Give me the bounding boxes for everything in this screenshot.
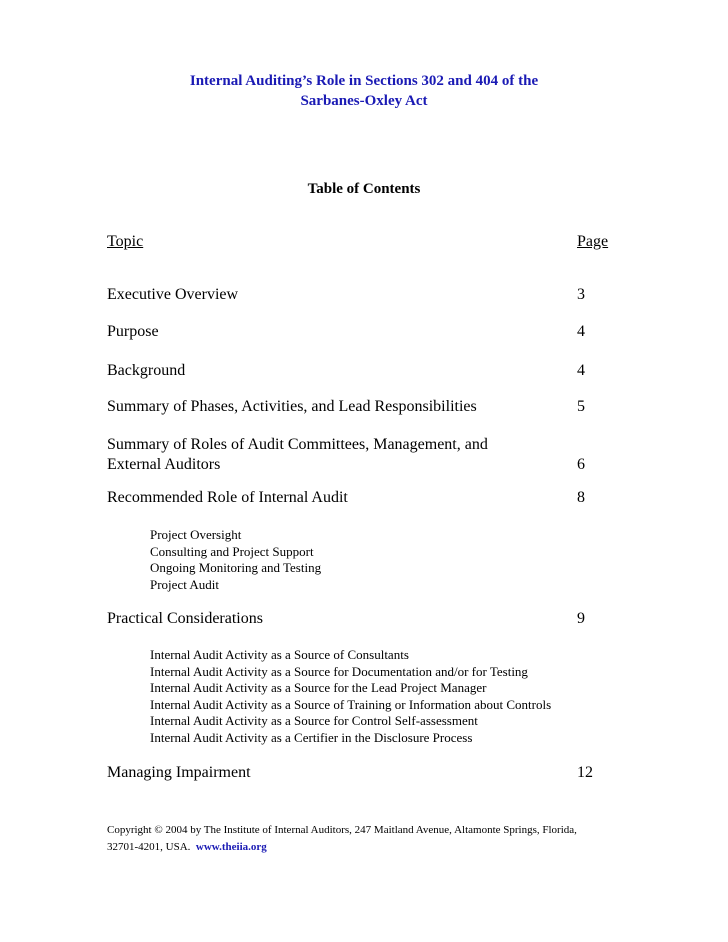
toc-entry-page: 6 (577, 456, 585, 473)
toc-subitem: Internal Audit Activity as a Certifier in the Disclosure Process (150, 729, 473, 745)
copyright-footer (107, 822, 627, 856)
toc-subitem: Internal Audit Activity as a Source for the Lead Project Manager (150, 680, 487, 695)
toc-entry-title-line-1: Summary of Roles of Audit Committees, Management, and (107, 436, 488, 453)
toc-entry-title: Purpose (107, 323, 159, 340)
footer-line-1: Copyright © 2004 by The Institute of Internal Auditors, 247 Maitland Avenue, Altamonte Springs, Florida, (107, 824, 577, 836)
toc-subitem: Project Oversight (150, 527, 242, 542)
toc-entry-title: Executive Overview (107, 286, 239, 303)
document-title (108, 71, 620, 111)
toc-entry-page: 12 (577, 764, 593, 781)
toc-subitem: Internal Audit Activity as a Source of Consultants (150, 647, 409, 662)
toc-entry-page: 4 (577, 323, 585, 340)
toc-entry-page: 4 (577, 362, 585, 379)
toc-subitem: Internal Audit Activity as a Source for Documentation and/or for Testing (150, 663, 528, 679)
toc-entry-title: Managing Impairment (107, 764, 251, 781)
page-column-header: Page (577, 233, 609, 250)
footer-line-2 (107, 839, 627, 856)
toc-entry-title: Recommended Role of Internal Audit (107, 489, 348, 506)
toc-subitem: Consulting and Project Support (150, 543, 314, 559)
toc-subitem: Ongoing Monitoring and Testing (150, 560, 322, 575)
toc-heading: Table of Contents (307, 181, 421, 197)
toc-entry-title: Background (107, 362, 186, 379)
toc-entry-page: 5 (577, 398, 585, 415)
toc-subitem: Project Audit (150, 576, 219, 592)
toc-subitem: Internal Audit Activity as a Source of Training or Information about Controls (150, 696, 552, 712)
toc-entry-page: 9 (577, 610, 585, 627)
title-line-2: Sarbanes-Oxley Act (300, 93, 428, 109)
toc-entry-title-line-2: External Auditors (107, 456, 221, 473)
topic-column-header: Topic (107, 233, 144, 250)
toc-entry-title: Summary of Phases, Activities, and Lead Responsibilities (107, 398, 477, 415)
website-link[interactable]: www.theiia.org (195, 841, 267, 853)
toc-entry-title: Practical Considerations (107, 610, 263, 627)
toc-subitem: Internal Audit Activity as a Source for Control Self-assessment (150, 713, 478, 728)
title-line-1: Internal Auditing’s Role in Sections 302 and 404 of the (189, 73, 539, 89)
footer-address-end: 32701-4201, USA. (107, 841, 196, 853)
toc-entry-page: 3 (577, 286, 585, 303)
toc-entry-page: 8 (577, 489, 585, 506)
